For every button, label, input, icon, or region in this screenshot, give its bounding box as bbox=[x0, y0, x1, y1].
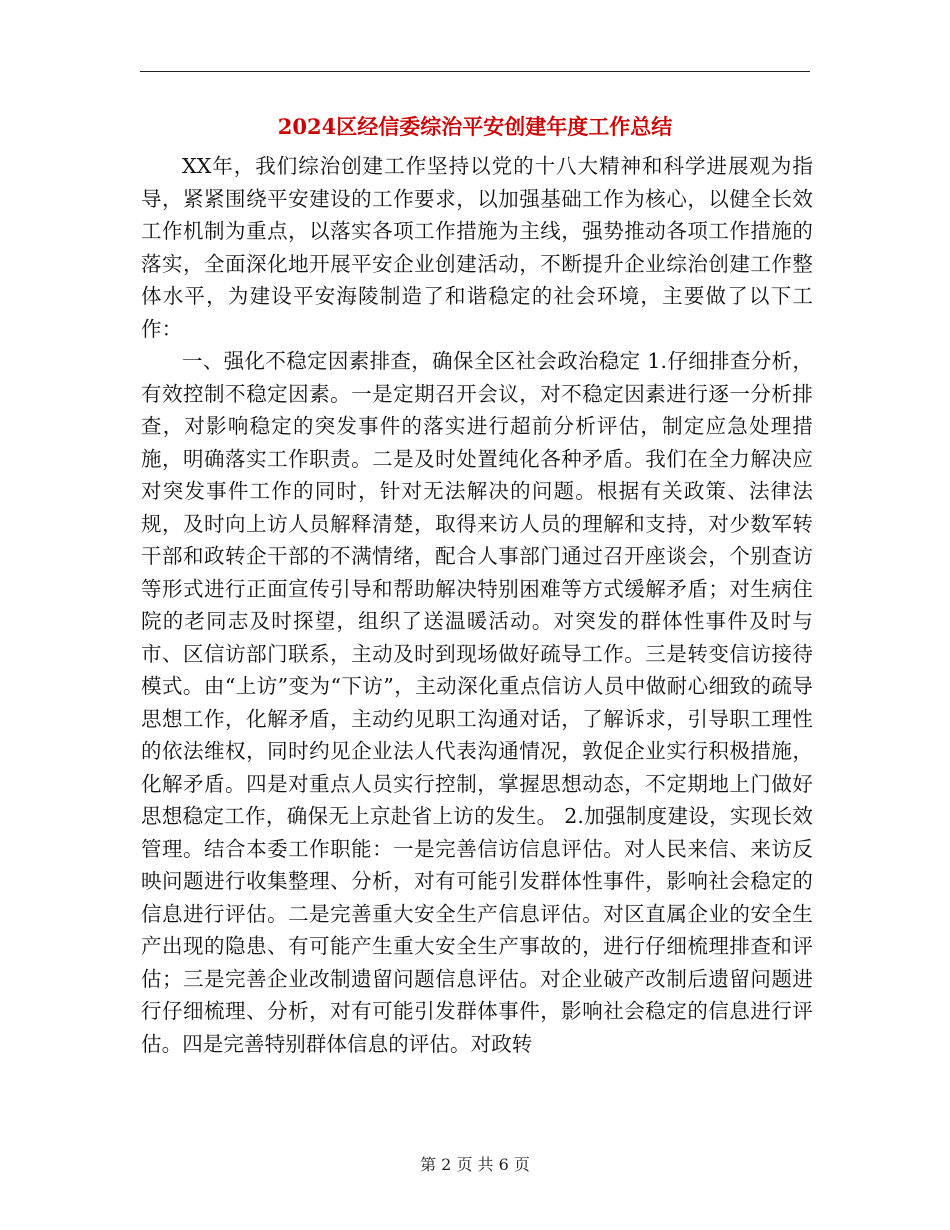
header-rule bbox=[140, 71, 810, 72]
intro-paragraph: XX年，我们综治创建工作坚持以党的十八大精神和科学进展观为指导，紧紧围绕平安建设的工作要求，以加强基础工作为核心，以健全长效工作机制为重点，以落实各项工作措施为主线，强势推动各项工作措施的落实，全面深化地开展平安企业创建活动，不断提升企业综治创建工作整体水平，为建设平安海陵制造了和谐稳定的社会环境，主要做了以下工作： bbox=[141, 154, 813, 341]
page-number-footer: 第 2 页 共 6 页 bbox=[420, 1155, 530, 1174]
document-title: 2024区经信委综治平安创建年度工作总结 bbox=[277, 114, 673, 139]
section-one-paragraph: 一、强化不稳定因素排查，确保全区社会政治稳定 1.仔细排查分析，有效控制不稳定因素。一是定期召开会议，对不稳定因素进行逐一分析排查，对影响稳定的突发事件的落实进行超前分析评估，制定应急处理措施，明确落实工作职责。二是及时处置纯化各种矛盾。我们在全力解决应对突发事件工作的同时，针对无法解决的问题。根据有关政策、法律法规，及时向上访人员解释清楚，取得来访人员的理解和支持，对少数军转干部和政转企干部的不满情绪，配合人事部门通过召开座谈会，个别查访等形式进行正面宣传引导和帮助解决特别困难等方式缓解矛盾；对生病住院的老同志及时探望，组织了送温暖活动。对突发的群体性事件及时与市、区信访部门联系，主动及时到现场做好疏导工作。三是转变信访接待模式。由“上访”变为“下访”，主动深化重点信访人员中做耐心细致的疏导思想工作，化解矛盾，主动约见职工沟通对话，了解诉求，引导职工理性的依法维权，同时约见企业法人代表沟通情况，敦促企业实行积极措施，化解矛盾。四是对重点人员实行控制，掌握思想动态，不定期地上门做好思想稳定工作，确保无上京赴省上访的发生。 2.加强制度建设，实现长效管理。结合本委工作职能：一是完善信访信息评估。对人民来信、来访反映问题进行收集整理、分析，对有可能引发群体性事件，影响社会稳定的信息进行评估。二是完善重大安全生产信息评估。对区直属企业的安全生产出现的隐患、有可能产生重大安全生产事故的，进行仔细梳理排查和评估；三是完善企业改制遗留问题信息评估。对企业破产改制后遗留问题进行仔细梳理、分析，对有可能引发群体事件，影响社会稳定的信息进行评估。四是完善特别群体信息的评估。对政转 bbox=[141, 349, 813, 1056]
document-body bbox=[141, 150, 813, 1060]
